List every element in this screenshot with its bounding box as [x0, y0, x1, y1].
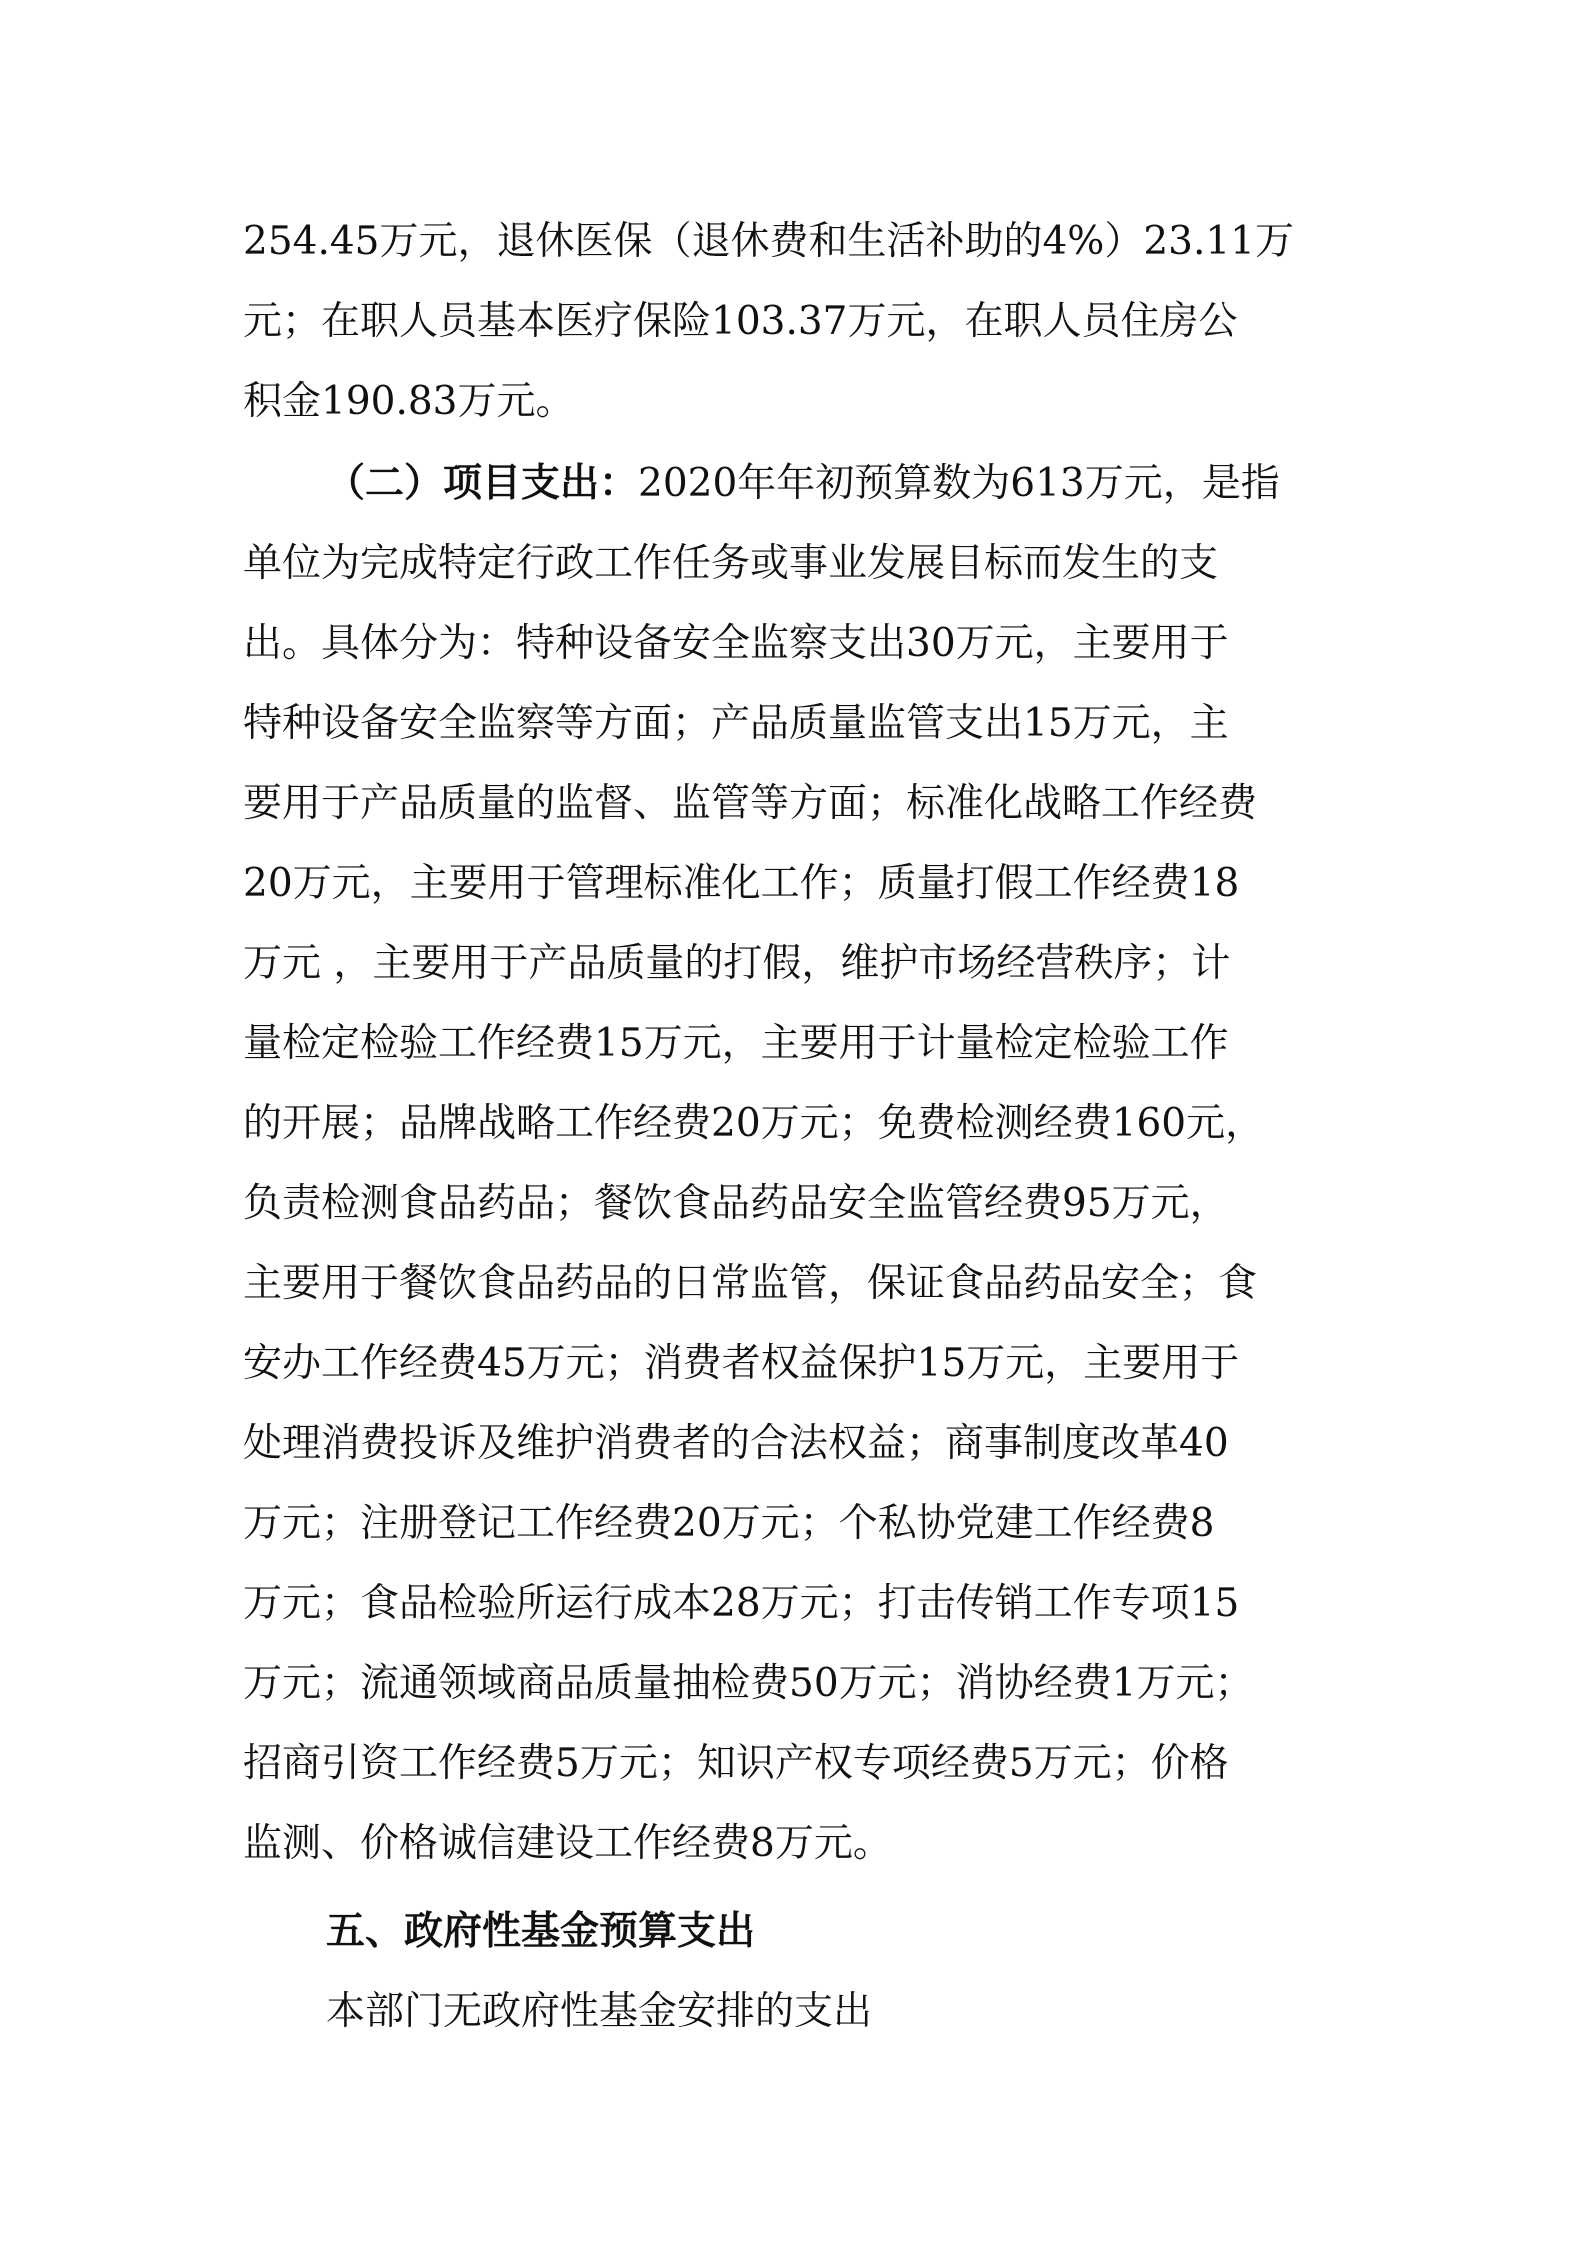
text-line: 万元；注册登记工作经费20万元；个私协党建工作经费8	[243, 1501, 1215, 1546]
text-line: 万元；流通领域商品质量抽检费50万元；消协经费1万元；	[243, 1661, 1254, 1706]
paragraph-first-line	[243, 444, 1351, 524]
text-line: 主要用于餐饮食品药品的日常监管，保证食品药品安全；食	[243, 1261, 1258, 1306]
text-line: 负责检测食品药品；餐饮食品药品安全监管经费95万元，	[243, 1181, 1229, 1226]
text-line: 的开展；品牌战略工作经费20万元；免费检测经费160元，	[243, 1101, 1265, 1146]
paragraph-project-expenses	[243, 444, 1351, 1884]
text-line: 特种设备安全监察等方面；产品质量监管支出15万元，主	[243, 701, 1229, 746]
paragraph-personnel-expenses	[243, 202, 1351, 442]
text-line: 积金190.83万元。	[243, 379, 575, 424]
text-line: 254.45万元，退休医保（退休费和生活补助的4%）23.11万	[243, 219, 1294, 264]
text-line: 安办工作经费45万元；消费者权益保护15万元，主要用于	[243, 1341, 1240, 1386]
text-line: 单位为完成特定行政工作任务或事业发展目标而发生的支	[243, 541, 1219, 586]
text-line: 处理消费投诉及维护消费者的合法权益；商事制度改革40	[243, 1421, 1229, 1466]
text-line: 出。具体分为：特种设备安全监察支出30万元，主要用于	[243, 621, 1229, 666]
text-line: 万元；食品检验所运行成本28万元；打击传销工作专项15	[243, 1581, 1240, 1626]
section-note: 本部门无政府性基金安排的支出	[326, 1989, 873, 2034]
text-line: 量检定检验工作经费15万元，主要用于计量检定检验工作	[243, 1021, 1229, 1066]
text-line: 20万元，主要用于管理标准化工作；质量打假工作经费18	[243, 861, 1240, 906]
text-line: 要用于产品质量的监督、监管等方面；标准化战略工作经费	[243, 781, 1258, 826]
text-line: 万元 ，主要用于产品质量的打假，维护市场经营秩序；计	[243, 941, 1231, 986]
text-line: 监测、价格诚信建设工作经费8万元。	[243, 1821, 892, 1866]
subsection-lead: （二）项目支出：	[326, 461, 639, 506]
first-line-text: 2020年年初预算数为613万元，是指	[638, 461, 1280, 506]
text-line: 元；在职人员基本医疗保险103.37万元，在职人员住房公	[243, 299, 1238, 344]
section-heading: 五、政府性基金预算支出	[326, 1909, 756, 1954]
text-line: 招商引资工作经费5万元；知识产权专项经费5万元；价格	[243, 1741, 1229, 1786]
